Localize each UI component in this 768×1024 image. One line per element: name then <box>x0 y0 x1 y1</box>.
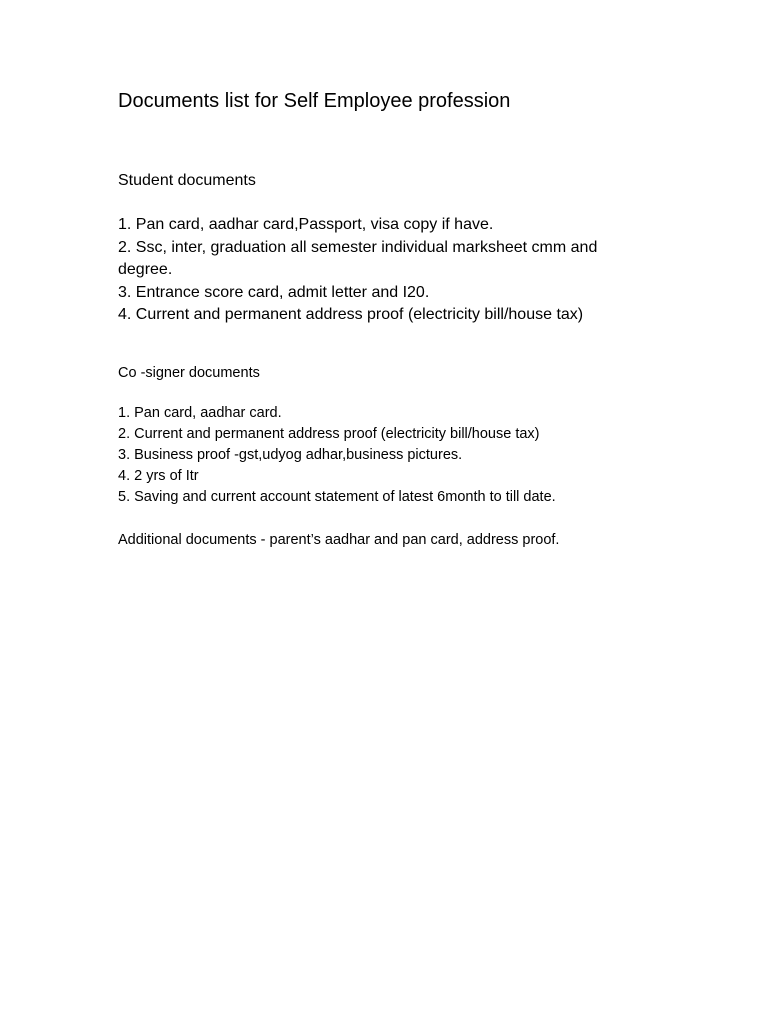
list-item: 5. Saving and current account statement of latest 6month to till date. <box>118 489 556 505</box>
list-item: 4. Current and permanent address proof (electricity bill/house tax) <box>118 306 584 323</box>
list-item: 2. Current and permanent address proof (electricity bill/house tax) <box>118 426 540 442</box>
cosigner-documents-list <box>118 403 678 508</box>
list-item: 1. Pan card, aadhar card. <box>118 405 282 421</box>
cosigner-documents-heading: Co -signer documents <box>118 365 260 381</box>
list-item: 2. Ssc, inter, graduation all semester individual marksheet cmm and degree. <box>118 238 598 278</box>
list-item: 3. Entrance score card, admit letter and I20. <box>118 283 430 301</box>
student-documents-list <box>118 214 638 327</box>
list-item: 3. Business proof -gst,udyog adhar,business pictures. <box>118 447 463 463</box>
student-documents-heading: Student documents <box>118 172 256 189</box>
document-title: Documents list for Self Employee profession <box>118 90 511 112</box>
list-item: 4. 2 yrs of Itr <box>118 468 199 484</box>
additional-documents-note: Additional documents - parent’s aadhar and pan card, address proof. <box>118 532 560 548</box>
list-item: 1. Pan card, aadhar card,Passport, visa copy if have. <box>118 216 494 233</box>
